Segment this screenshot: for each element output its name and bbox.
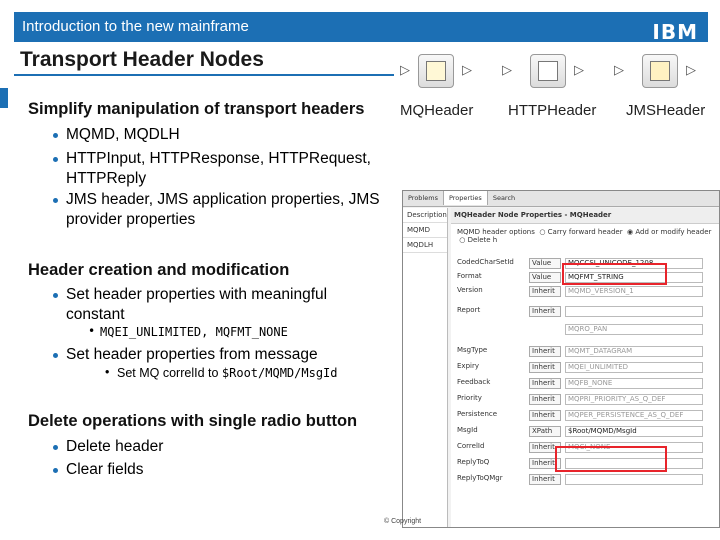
bullet-jms: JMS header, JMS application properties, JMS provider properties	[66, 190, 406, 230]
options-label: MQMD header options	[457, 228, 535, 236]
property-value-field[interactable]: MQCCSI_UNICODE_1208	[565, 258, 703, 269]
bullet-mqmd: MQMD, MQDLH	[66, 125, 406, 145]
out-terminal-icon: ▷	[686, 62, 696, 77]
header-bar	[14, 12, 708, 42]
section-heading-delete: Delete operations with single radio button	[28, 412, 358, 430]
header-options: MQMD header options ○ Carry forward header ◉ Add or modify header ○ Delete h	[457, 228, 712, 244]
section-heading-creation: Header creation and modification	[28, 261, 290, 279]
property-label: CorrelId	[457, 442, 485, 450]
bullet-constant: Set header properties with meaningful constant	[66, 285, 376, 325]
page-title: Transport Header Nodes	[20, 48, 264, 71]
sub-bullet-constants: • MQEI_UNLIMITED, MQFMT_NONE	[100, 325, 288, 339]
property-value-field[interactable]: MQEI_UNLIMITED	[565, 362, 703, 373]
property-label: Version	[457, 286, 483, 294]
chart-icon	[538, 61, 558, 81]
property-value-field[interactable]: MQFMT_STRING	[565, 272, 703, 283]
mqheader-label: MQHeader	[400, 102, 474, 119]
property-value-field[interactable]: MQCI_NONE	[565, 442, 703, 453]
properties-view	[402, 190, 720, 528]
property-mode-select[interactable]: Inherit	[529, 378, 561, 389]
option-carry-forward[interactable]: Carry forward header	[547, 228, 623, 236]
highlight-format	[562, 263, 667, 285]
httpheader-label: HTTPHeader	[508, 102, 597, 119]
sub-bullet-correlid	[117, 366, 338, 380]
title-area	[14, 42, 394, 76]
option-add-modify[interactable]: Add or modify header	[635, 228, 712, 236]
property-label: ReplyToQ	[457, 458, 490, 466]
property-mode-select[interactable]: Inherit	[529, 306, 561, 317]
property-label: Expiry	[457, 362, 479, 370]
tab-properties[interactable]: Properties	[443, 191, 488, 205]
property-mode-select[interactable]: Inherit	[529, 346, 561, 357]
property-label: Report	[457, 306, 481, 314]
nav-item-description[interactable]: Description	[403, 208, 447, 223]
jmsheader-node[interactable]	[642, 54, 678, 88]
property-label: Feedback	[457, 378, 491, 386]
bullet-http: HTTPInput, HTTPResponse, HTTPRequest, HTTPReply	[66, 149, 406, 189]
property-label: MsgType	[457, 346, 488, 354]
property-mode-select[interactable]: Inherit	[529, 362, 561, 373]
property-label: Format	[457, 272, 482, 280]
property-label: ReplyToQMgr	[457, 474, 503, 482]
highlight-msgid	[555, 446, 667, 472]
properties-nav	[403, 208, 448, 527]
in-terminal-icon: ▷	[400, 62, 410, 77]
sub-bullet-correlid-text: Set MQ correlId to	[117, 366, 222, 380]
bullet-delete-header: Delete header	[66, 437, 406, 457]
in-terminal-icon: ▷	[614, 62, 624, 77]
property-value-field[interactable]: MQMD_VERSION_1	[565, 286, 703, 297]
node-icons-row	[396, 40, 720, 126]
property-value-field[interactable]: MQPER_PERSISTENCE_AS_Q_DEF	[565, 410, 703, 421]
property-mode-select[interactable]: Inherit	[529, 474, 561, 485]
httpheader-node[interactable]	[530, 54, 566, 88]
nav-item-mqdlh[interactable]: MQDLH	[403, 238, 447, 253]
in-terminal-icon: ▷	[502, 62, 512, 77]
bullet-clear-fields: Clear fields	[66, 460, 406, 480]
property-mode-select[interactable]: Inherit	[529, 410, 561, 421]
property-label: Priority	[457, 394, 482, 402]
property-mode-select[interactable]: XPath	[529, 426, 561, 437]
course-title: Introduction to the new mainframe	[22, 18, 249, 35]
property-value-field[interactable]: MQFB_NONE	[565, 378, 703, 389]
option-delete[interactable]: Delete h	[467, 236, 498, 244]
property-mode-select[interactable]: Inherit	[529, 442, 561, 453]
property-mode-select[interactable]: Inherit	[529, 286, 561, 297]
section-heading-transport: Simplify manipulation of transport headers	[28, 100, 365, 118]
mqheader-node[interactable]	[418, 54, 454, 88]
property-label: CodedCharSetId	[457, 258, 514, 266]
properties-panel	[451, 208, 719, 527]
mail-open-icon	[650, 61, 670, 81]
tab-problems[interactable]: Problems	[408, 194, 438, 202]
property-label: MsgId	[457, 426, 478, 434]
property-mode-select[interactable]: Value	[529, 258, 561, 269]
property-value-field[interactable]: $Root/MQMD/MsgId	[565, 426, 703, 437]
bullet-from-message: Set header properties from message	[66, 345, 406, 365]
envelope-icon	[426, 61, 446, 81]
jmsheader-label: JMSHeader	[626, 102, 706, 119]
property-value-field[interactable]: MQMT_DATAGRAM	[565, 346, 703, 357]
left-accent	[0, 88, 8, 108]
out-terminal-icon: ▷	[574, 62, 584, 77]
sub-bullet-correlid-code: $Root/MQMD/MsgId	[221, 366, 338, 380]
property-value-field[interactable]	[565, 474, 703, 485]
property-mode-select[interactable]: Inherit	[529, 394, 561, 405]
ibm-logo: IBM	[652, 20, 698, 44]
property-value-field[interactable]	[565, 306, 703, 317]
out-terminal-icon: ▷	[462, 62, 472, 77]
copyright-footer: © Copyright	[384, 518, 422, 525]
tab-search[interactable]: Search	[492, 194, 516, 202]
panel-title: MQHeader Node Properties - MQHeader	[451, 208, 719, 224]
property-mode-select[interactable]: Value	[529, 272, 561, 283]
property-mode-select[interactable]: Inherit	[529, 458, 561, 469]
property-value-field[interactable]: MQRO_PAN	[565, 324, 703, 335]
property-label: Persistence	[457, 410, 498, 418]
view-tabs	[403, 191, 719, 207]
nav-item-mqmd[interactable]: MQMD	[403, 223, 447, 238]
property-value-field[interactable]: MQPRI_PRIORITY_AS_Q_DEF	[565, 394, 703, 405]
